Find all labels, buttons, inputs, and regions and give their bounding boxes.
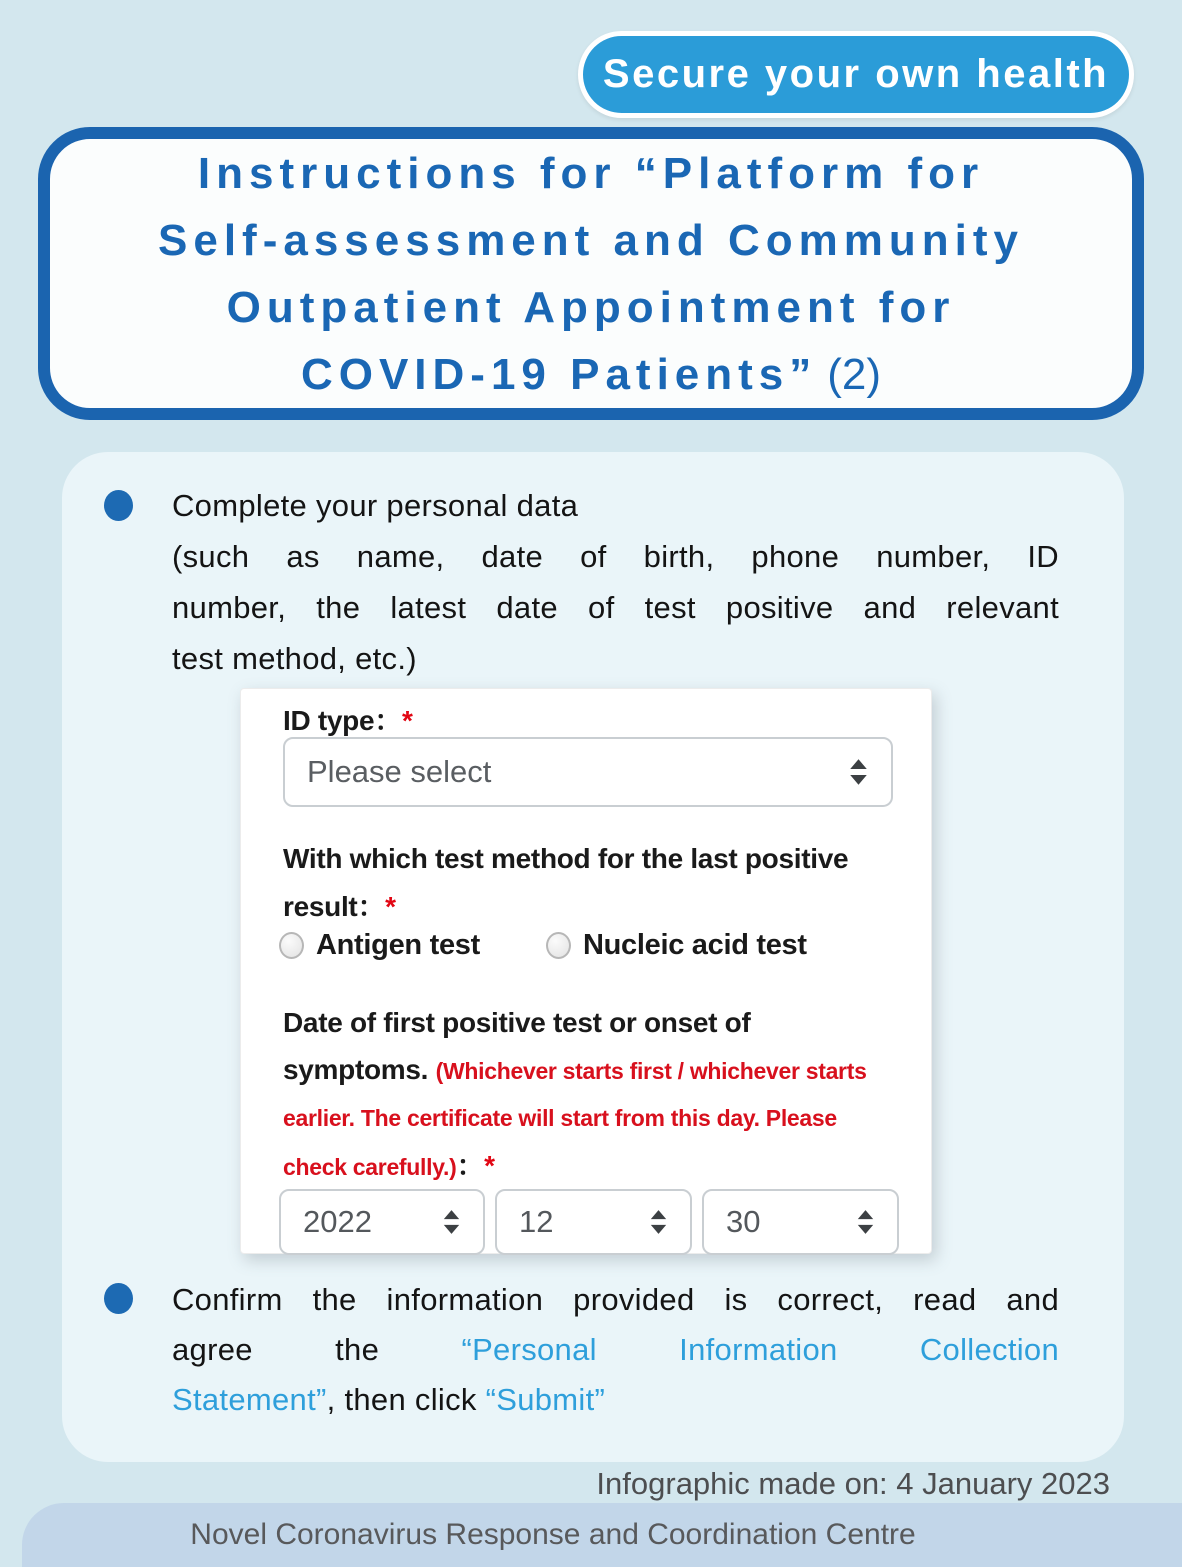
label-colon: ：	[374, 705, 402, 736]
bullet1-text	[172, 480, 1059, 684]
antigen-radio-button[interactable]	[279, 932, 304, 959]
nucleic-acid-radio-label: Nucleic acid test	[582, 928, 807, 961]
bullet1-line-3: number, the latest date of test positive and relevant	[172, 590, 1059, 625]
page-title-line-1: Instructions for “Platform for	[197, 148, 985, 198]
month-select[interactable]	[495, 1189, 692, 1255]
footer-org-name: Novel Coronavirus Response and Coordination Centre	[190, 1518, 916, 1551]
page-title-line-3: Outpatient Appointment for	[226, 282, 956, 332]
bullet2-line-2-black: agree the	[172, 1332, 462, 1367]
bullet2-line-2	[172, 1325, 1059, 1375]
select-arrows-icon	[442, 1209, 461, 1235]
page-title-line-4	[60, 341, 1122, 408]
health-slogan-badge	[578, 31, 1134, 118]
page-title-line-2: Self-assessment and Community	[158, 215, 1024, 265]
bullet2-line-3-black: , then click	[326, 1382, 486, 1417]
test-method-radio-group	[279, 927, 807, 963]
required-asterisk: *	[385, 891, 396, 922]
test-method-label-line-1: With which test method for the last positive	[283, 843, 849, 874]
personal-info-statement-link-part2: Statement”	[172, 1382, 327, 1417]
date-note-line-3: check carefully.)	[283, 1154, 457, 1180]
antigen-radio-label: Antigen test	[316, 928, 480, 961]
id-type-label-text: ID type	[283, 705, 375, 736]
bullet1-line-1: Complete your personal data	[172, 488, 579, 523]
year-select[interactable]	[279, 1189, 485, 1255]
bullet1-line-4: test method, etc.)	[172, 641, 417, 676]
select-arrows-icon	[856, 1209, 875, 1235]
required-asterisk: *	[484, 1150, 495, 1181]
made-on-date: Infographic made on: 4 January 2023	[596, 1466, 1110, 1501]
bullet2-text	[172, 1275, 1059, 1425]
id-type-select-value: Please select	[307, 754, 492, 789]
positive-date-label-line-4	[283, 1142, 867, 1191]
required-asterisk: *	[401, 705, 413, 736]
positive-date-label-line-1: Date of first positive test or onset of	[283, 1007, 751, 1038]
submit-link-text: “Submit”	[485, 1382, 606, 1417]
year-select-value: 2022	[303, 1204, 372, 1239]
bullet1-line-2: (such as name, date of birth, phone number, ID	[172, 539, 1059, 574]
day-select[interactable]	[702, 1189, 899, 1255]
page-title-line-4-text: COVID-19 Patients”	[300, 349, 818, 399]
test-method-label	[283, 835, 848, 931]
select-arrows-icon	[649, 1209, 668, 1235]
positive-date-label-line-2	[283, 1046, 867, 1095]
personal-info-statement-link-part1: “Personal Information Collection	[461, 1332, 1059, 1367]
label-colon: ：	[456, 1150, 485, 1181]
footer-bar	[22, 1503, 1182, 1567]
positive-date-label	[283, 999, 867, 1191]
month-select-value: 12	[519, 1204, 554, 1239]
label-colon: ：	[357, 891, 386, 922]
id-type-select[interactable]	[283, 737, 893, 807]
test-method-label-line-2	[283, 883, 848, 931]
bullet2-line-3	[172, 1375, 1059, 1425]
bullet-icon	[104, 1283, 133, 1314]
bullet-icon	[104, 490, 133, 521]
form-screenshot-panel	[240, 688, 932, 1254]
nucleic-acid-radio-button[interactable]	[546, 932, 571, 959]
slogan-label: Secure your own health	[602, 52, 1110, 96]
select-arrows-icon	[848, 758, 869, 786]
positive-date-label-line-2-text: symptoms.	[283, 1054, 436, 1085]
day-select-value: 30	[726, 1204, 761, 1239]
content-card	[62, 452, 1124, 1462]
test-method-label-line-2-text: result	[283, 891, 358, 922]
title-part-number: (2)	[827, 349, 882, 399]
date-note-line-1: (Whichever starts first / whichever starts	[435, 1058, 867, 1084]
bullet2-line-1: Confirm the information provided is correct, read and	[172, 1282, 1059, 1317]
title-box	[38, 127, 1144, 420]
date-note-line-2: earlier. The certificate will start from this day. Please	[283, 1105, 837, 1131]
